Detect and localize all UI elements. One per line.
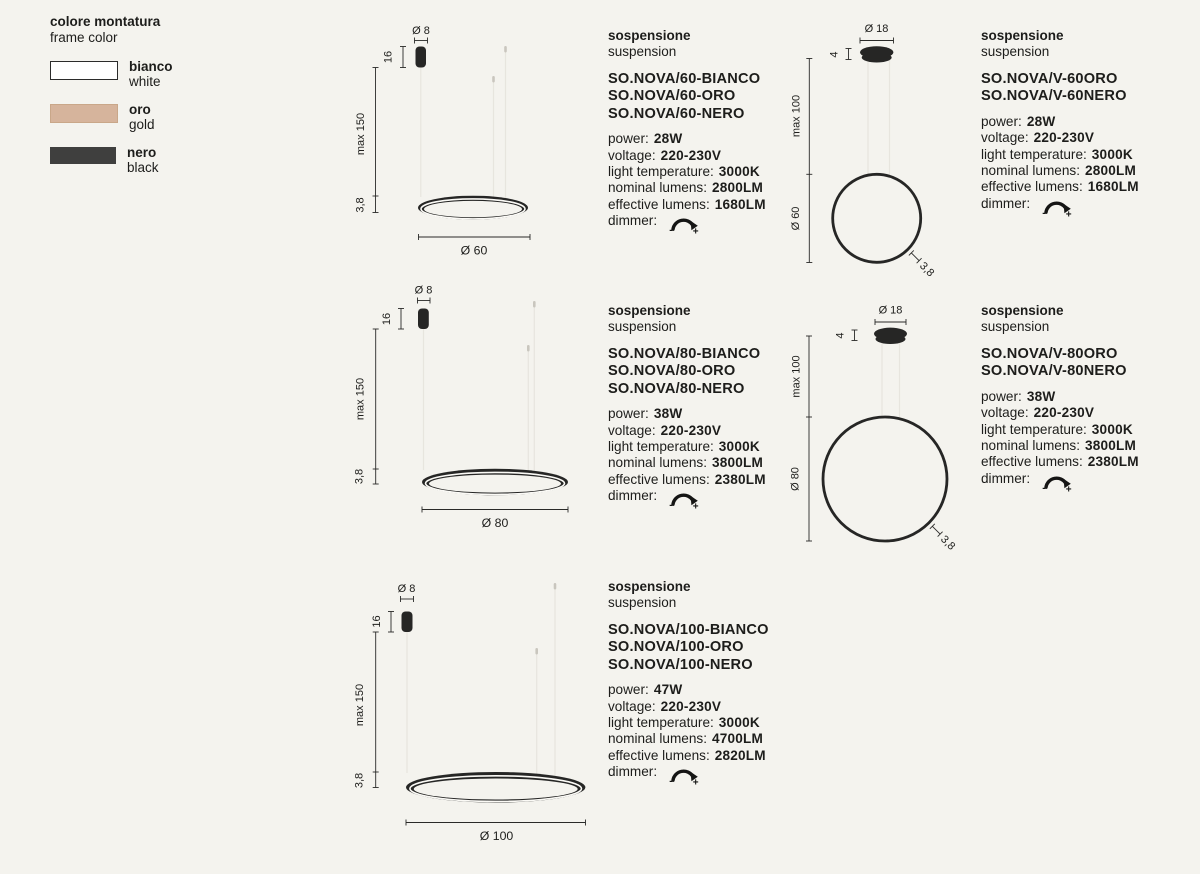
dim-canopy-height: 4: [828, 51, 841, 58]
dimmer-minus: -: [1042, 207, 1046, 218]
spec-list: [608, 406, 823, 510]
spec-block-so-nova-v80: [981, 303, 1196, 493]
product-code: SO.NOVA/80-NERO: [608, 380, 745, 397]
spec-list: [981, 389, 1196, 493]
effective-lumens-value: 2380LM: [1087, 454, 1139, 470]
type-label-en: suspension: [981, 43, 1050, 59]
legend-item-nero: [50, 145, 270, 175]
product-codes: [981, 71, 1196, 106]
light-temperature-value: 3000K: [718, 715, 760, 731]
nominal-lumens-value: 3800LM: [711, 455, 764, 471]
swatch-oro: [50, 104, 118, 123]
dimline-ring-thickness: [906, 249, 936, 279]
dim-ring-diameter: Ø 60: [460, 243, 488, 258]
dimmer-minus: -: [669, 225, 673, 236]
dimmer-minus: -: [669, 776, 673, 787]
dim-canopy-diameter: Ø 18: [864, 23, 889, 35]
power-value: 28W: [1026, 113, 1056, 129]
dimmer-plus: +: [1065, 209, 1072, 218]
dimline-left: [373, 632, 379, 788]
canopy: [418, 309, 429, 330]
product-code: SO.NOVA/80-BIANCO: [608, 346, 761, 362]
power-value: 28W: [653, 131, 683, 147]
type-label-it: sospensione: [608, 28, 691, 43]
effective-lumens-label: effective lumens:: [981, 179, 1083, 195]
product-code: SO.NOVA/60-NERO: [608, 105, 745, 122]
dimline-canopy-diameter: [401, 596, 414, 602]
effective-lumens-value: 2380LM: [714, 471, 766, 487]
dimline-canopy-height: [398, 309, 404, 330]
power-label: power:: [608, 682, 649, 698]
swatch-bianco: [50, 61, 118, 80]
product-codes: [608, 622, 823, 674]
legend-title-it: colore montatura: [50, 14, 161, 29]
dimline-left: [373, 329, 379, 484]
dimmer-plus: +: [692, 501, 699, 511]
power-label: power:: [981, 388, 1022, 404]
swatch-label-en: black: [127, 160, 159, 175]
type-label-it: sospensione: [608, 303, 691, 318]
dim-ring-thickness: 3,8: [916, 260, 937, 280]
dimmer-label: dimmer:: [608, 764, 658, 780]
swatch-label-it: nero: [127, 145, 157, 160]
voltage-label: voltage:: [608, 422, 656, 438]
light-temperature-label: light temperature:: [608, 715, 714, 731]
light-temperature-value: 3000K: [1091, 421, 1133, 437]
dim-ring-diameter: Ø 80: [789, 467, 802, 491]
product-code: SO.NOVA/V-80ORO: [981, 346, 1118, 362]
power-label: power:: [608, 406, 649, 422]
spec-list: [981, 114, 1196, 218]
dimline-left: [373, 68, 379, 213]
type-label-it: sospensione: [981, 303, 1064, 318]
type-label-it: sospensione: [981, 28, 1064, 43]
suspension-wires: [882, 341, 900, 418]
dim-canopy-height: 4: [834, 332, 847, 339]
spec-list: [608, 682, 823, 786]
dimline-canopy-height: [846, 49, 852, 60]
dimmer-icon: [669, 490, 699, 510]
dimline-canopy-diameter: [415, 38, 428, 44]
canopy: [402, 612, 413, 633]
dim-max-drop: max 100: [790, 355, 803, 398]
nominal-lumens-value: 2800LM: [1084, 163, 1137, 179]
dimline-canopy-diameter: [418, 298, 431, 304]
canopy: [874, 328, 907, 344]
type-label-en: suspension: [608, 43, 677, 59]
effective-lumens-label: effective lumens:: [608, 471, 710, 487]
suspension-wires: [421, 46, 507, 213]
product-code: SO.NOVA/100-BIANCO: [608, 622, 769, 638]
drawing-so-nova-80: [340, 280, 600, 538]
power-value: 38W: [653, 406, 683, 422]
type-label-en: suspension: [608, 594, 677, 610]
ring: [406, 772, 585, 803]
voltage-value: 220-230V: [1033, 130, 1095, 146]
voltage-label: voltage:: [608, 698, 656, 714]
dimmer-label: dimmer:: [608, 488, 658, 504]
nominal-lumens-value: 4700LM: [711, 731, 764, 747]
dim-canopy-diameter: Ø 18: [878, 304, 903, 317]
legend-title-en: frame color: [50, 30, 118, 45]
swatch-label-en: gold: [129, 117, 155, 132]
dimmer-plus: +: [692, 226, 699, 236]
dim-max-drop: max 150: [355, 112, 367, 156]
dim-canopy-diameter: Ø 8: [414, 284, 433, 297]
product-code: SO.NOVA/60-BIANCO: [608, 71, 761, 87]
type-label-en: suspension: [608, 318, 677, 334]
legend-item-bianco: [50, 59, 270, 89]
swatch-label-it: oro: [129, 102, 151, 117]
nominal-lumens-label: nominal lumens:: [608, 455, 707, 471]
product-code: SO.NOVA/80-ORO: [608, 363, 736, 380]
dim-canopy-height: 16: [371, 615, 383, 628]
dimline-canopy-diameter: [860, 38, 894, 44]
product-codes: [981, 346, 1196, 381]
nominal-lumens-value: 2800LM: [711, 180, 764, 196]
dimline-canopy-height: [852, 330, 858, 341]
dim-ring-diameter: Ø 60: [790, 206, 802, 231]
swatch-label-it: bianco: [129, 59, 173, 74]
dim-canopy-height: 16: [382, 50, 395, 64]
ring: [833, 174, 921, 262]
ring: [823, 417, 947, 541]
dimmer-minus: -: [1042, 482, 1046, 493]
dimmer-icon: [669, 215, 699, 235]
dimline-canopy-height: [400, 47, 406, 68]
nominal-lumens-label: nominal lumens:: [981, 438, 1080, 454]
dim-max-drop: max 150: [354, 683, 366, 727]
dim-max-drop: max 100: [790, 94, 803, 138]
drawing-so-nova-100: [340, 575, 610, 865]
dim-ring-diameter: Ø 100: [479, 829, 514, 843]
voltage-label: voltage:: [981, 405, 1029, 421]
power-label: power:: [608, 131, 649, 147]
dimmer-plus: +: [1065, 484, 1072, 493]
product-code: SO.NOVA/V-60NERO: [981, 88, 1127, 105]
dimline-ring-diameter: [422, 507, 568, 513]
voltage-value: 220-230V: [660, 147, 722, 163]
legend-item-oro: [50, 102, 270, 132]
dimline-canopy-height: [388, 612, 394, 633]
frame-color-legend: [50, 14, 270, 175]
dimmer-label: dimmer:: [981, 195, 1031, 211]
canopy: [860, 46, 893, 62]
dim-ring-thickness: 3,8: [937, 533, 958, 553]
dim-canopy-diameter: Ø 8: [397, 583, 416, 595]
power-label: power:: [981, 113, 1022, 129]
light-temperature-label: light temperature:: [981, 421, 1087, 437]
dim-ring-diameter: Ø 80: [481, 516, 509, 530]
dim-ring-height: 3,8: [353, 468, 366, 485]
dim-canopy-height: 16: [381, 312, 393, 326]
effective-lumens-value: 2820LM: [714, 747, 766, 763]
effective-lumens-label: effective lumens:: [608, 196, 710, 212]
light-temperature-value: 3000K: [718, 164, 760, 180]
ring: [422, 469, 568, 495]
swatch-label-en: white: [129, 74, 161, 89]
type-label-en: suspension: [981, 318, 1050, 334]
dimmer-icon: [1042, 473, 1072, 493]
suspension-wires: [407, 583, 556, 785]
voltage-label: voltage:: [981, 130, 1029, 146]
nominal-lumens-label: nominal lumens:: [608, 731, 707, 747]
dimline-canopy-diameter: [875, 319, 906, 325]
product-code: SO.NOVA/100-NERO: [608, 656, 753, 673]
product-code: SO.NOVA/V-80NERO: [981, 363, 1127, 380]
power-value: 38W: [1026, 388, 1056, 404]
dimmer-label: dimmer:: [608, 213, 658, 229]
light-temperature-label: light temperature:: [981, 146, 1087, 162]
nominal-lumens-label: nominal lumens:: [608, 180, 707, 196]
product-code: SO.NOVA/100-ORO: [608, 639, 744, 656]
light-temperature-value: 3000K: [718, 439, 760, 455]
dimmer-label: dimmer:: [981, 470, 1031, 486]
nominal-lumens-label: nominal lumens:: [981, 163, 1080, 179]
canopy: [416, 47, 427, 68]
effective-lumens-label: effective lumens:: [608, 747, 710, 763]
dimmer-icon: [669, 766, 699, 786]
product-code: SO.NOVA/V-60ORO: [981, 71, 1118, 87]
suspension-wires: [868, 60, 890, 175]
dim-max-drop: max 150: [354, 377, 367, 421]
voltage-label: voltage:: [608, 147, 656, 163]
voltage-value: 220-230V: [1033, 405, 1095, 421]
dimline-ring-thickness: [927, 523, 957, 553]
spec-block-so-nova-100: [608, 579, 823, 786]
spec-block-so-nova-v60: [981, 28, 1196, 218]
dimline-ring-diameter: [406, 820, 586, 826]
dim-canopy-diameter: Ø 8: [412, 25, 430, 37]
dimmer-icon: [1042, 198, 1072, 218]
dim-ring-height: 3,8: [353, 772, 366, 789]
dimline-ring-diameter: [419, 234, 531, 240]
product-codes: [608, 346, 823, 398]
swatch-nero: [50, 147, 116, 164]
ring: [418, 196, 528, 220]
nominal-lumens-value: 3800LM: [1084, 438, 1137, 454]
spec-block-so-nova-80: [608, 303, 823, 510]
product-codes: [608, 71, 823, 123]
voltage-value: 220-230V: [660, 698, 722, 714]
dimmer-plus: +: [692, 777, 699, 787]
power-value: 47W: [653, 682, 683, 698]
voltage-value: 220-230V: [660, 422, 722, 438]
dimmer-minus: -: [669, 500, 673, 511]
spec-block-so-nova-60: [608, 28, 823, 235]
dim-ring-height: 3,8: [354, 197, 367, 213]
type-label-it: sospensione: [608, 579, 691, 594]
effective-lumens-value: 1680LM: [714, 196, 766, 212]
effective-lumens-label: effective lumens:: [981, 454, 1083, 470]
spec-list: [608, 131, 823, 235]
light-temperature-label: light temperature:: [608, 164, 714, 180]
effective-lumens-value: 1680LM: [1087, 179, 1139, 195]
drawing-so-nova-60: [340, 15, 600, 270]
product-code: SO.NOVA/60-ORO: [608, 88, 736, 105]
light-temperature-label: light temperature:: [608, 439, 714, 455]
light-temperature-value: 3000K: [1091, 146, 1133, 162]
suspension-wires: [424, 301, 536, 478]
